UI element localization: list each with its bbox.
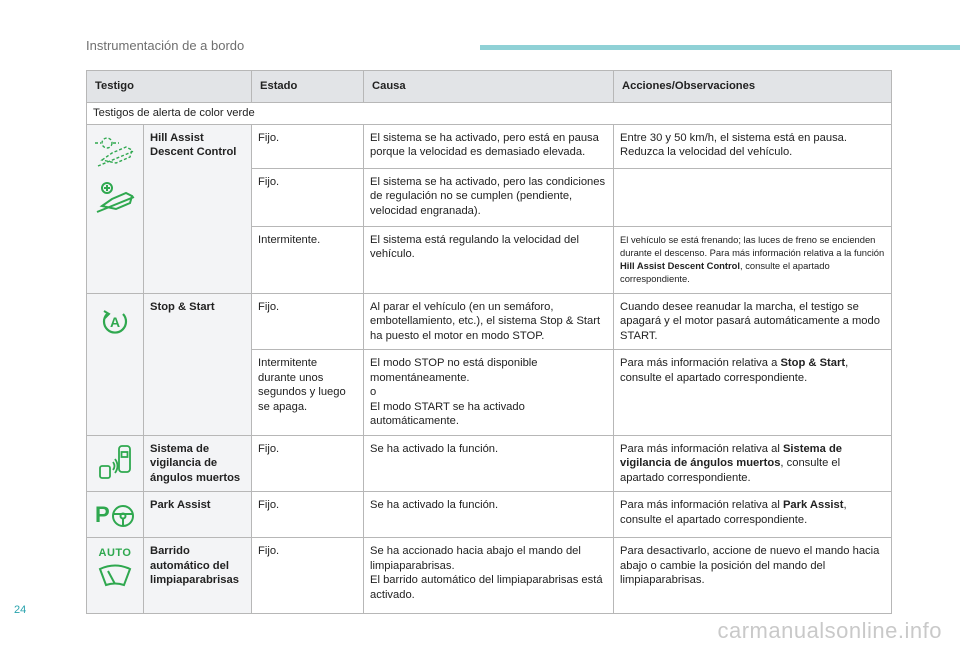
hill-assist-cause-2: El sistema se ha activado, pero las condiciones de regulación no se cumplen (pendiente, velocidad engranada). [364, 168, 614, 226]
blind-spot-icon-cell [87, 435, 144, 492]
park-assist-state: Fijo. [252, 492, 364, 538]
auto-wiper-action: Para desactivarlo, accione de nuevo el mando hacia abajo o cambie la posición del mando del limpiaparabrisas. [614, 538, 892, 614]
hill-assist-action-2 [614, 168, 892, 226]
hill-assist-active-icon [92, 179, 138, 215]
park-assist-name: Park Assist [144, 492, 252, 538]
stop-start-icon [100, 306, 130, 336]
hill-assist-name: Hill Assist Descent Control [144, 124, 252, 293]
hill-assist-cause-3: El sistema está regulando la velocidad del vehículo. [364, 226, 614, 293]
hill-assist-state-3: Intermitente. [252, 226, 364, 293]
hill-assist-cause-1: El sistema se ha activado, pero está en pausa porque la velocidad es demasiado elevada. [364, 124, 614, 168]
auto-wiper-icon-cell [87, 538, 144, 614]
table-row [87, 435, 892, 492]
blind-spot-icon [93, 444, 137, 480]
table-header-row [87, 71, 892, 103]
stop-start-name: Stop & Start [144, 293, 252, 435]
col-header-estado: Estado [252, 71, 364, 103]
hill-assist-state-2: Fijo. [252, 168, 364, 226]
table-row [87, 492, 892, 538]
section-title: Testigos de alerta de color verde [87, 103, 892, 125]
table-row [87, 124, 892, 168]
stop-start-state-1: Fijo. [252, 293, 364, 350]
hill-assist-state-1: Fijo. [252, 124, 364, 168]
svg-text:P: P [95, 502, 110, 527]
watermark: carmanualsonline.info [717, 618, 942, 643]
park-assist-icon [94, 500, 136, 530]
stop-start-icon-cell [87, 293, 144, 435]
auto-wiper-name: Barrido automático del limpiaparabrisas [144, 538, 252, 614]
auto-wiper-cause: Se ha accionado hacia abajo el mando del limpiaparabrisas. El barrido automático del limpiaparabrisas está activado. [364, 538, 614, 614]
col-header-testigo: Testigo [87, 71, 252, 103]
table-row [87, 538, 892, 614]
warning-lights-table [86, 70, 892, 614]
blind-spot-action: Para más información relativa al Sistema de vigilancia de ángulos muertos, consulte el apartado correspondiente. [614, 435, 892, 492]
page-number: 24 [14, 604, 27, 616]
blind-spot-name: Sistema de vigilancia de ángulos muertos [144, 435, 252, 492]
stop-start-action-2: Para más información relativa a Stop & Start, consulte el apartado correspondiente. [614, 350, 892, 436]
blind-spot-state: Fijo. [252, 435, 364, 492]
stop-start-state-2: Intermitente durante unos segundos y luego se apaga. [252, 350, 364, 436]
stop-start-cause-1: Al parar el vehículo (en un semáforo, embotellamiento, etc.), el sistema Stop & Start ha puesto el motor en modo STOP. [364, 293, 614, 350]
header-accent-bar [480, 45, 960, 50]
hill-assist-icons-cell [87, 124, 144, 293]
park-assist-icon-cell [87, 492, 144, 538]
section-row [87, 103, 892, 125]
table-row [87, 293, 892, 350]
hill-assist-action-3: El vehículo se está frenando; las luces de freno se encienden durante el descenso. Para más información relativa a la función Hill Assist Descent Control, consulte el apartado correspondiente. [614, 226, 892, 293]
hill-assist-action-1: Entre 30 y 50 km/h, el sistema está en pausa. Reduzca la velocidad del vehículo. [614, 124, 892, 168]
blind-spot-cause: Se ha activado la función. [364, 435, 614, 492]
page-header-title: Instrumentación de a bordo [86, 38, 245, 53]
hill-assist-paused-icon [92, 133, 138, 169]
col-header-causa: Causa [364, 71, 614, 103]
auto-wiper-state: Fijo. [252, 538, 364, 614]
park-assist-action: Para más información relativa al Park Assist, consulte el apartado correspondiente. [614, 492, 892, 538]
park-assist-cause: Se ha activado la función. [364, 492, 614, 538]
stop-start-cause-2: El modo STOP no está disponible momentáneamente. o El modo START se ha activado automáticamente. [364, 350, 614, 436]
auto-wiper-icon-label: AUTO [98, 547, 132, 559]
auto-wiper-icon [97, 563, 133, 589]
stop-start-action-1: Cuando desee reanudar la marcha, el testigo se apagará y el motor pasará automáticamente a modo START. [614, 293, 892, 350]
svg-text:A: A [109, 313, 121, 330]
col-header-acciones: Acciones/Observaciones [614, 71, 892, 103]
